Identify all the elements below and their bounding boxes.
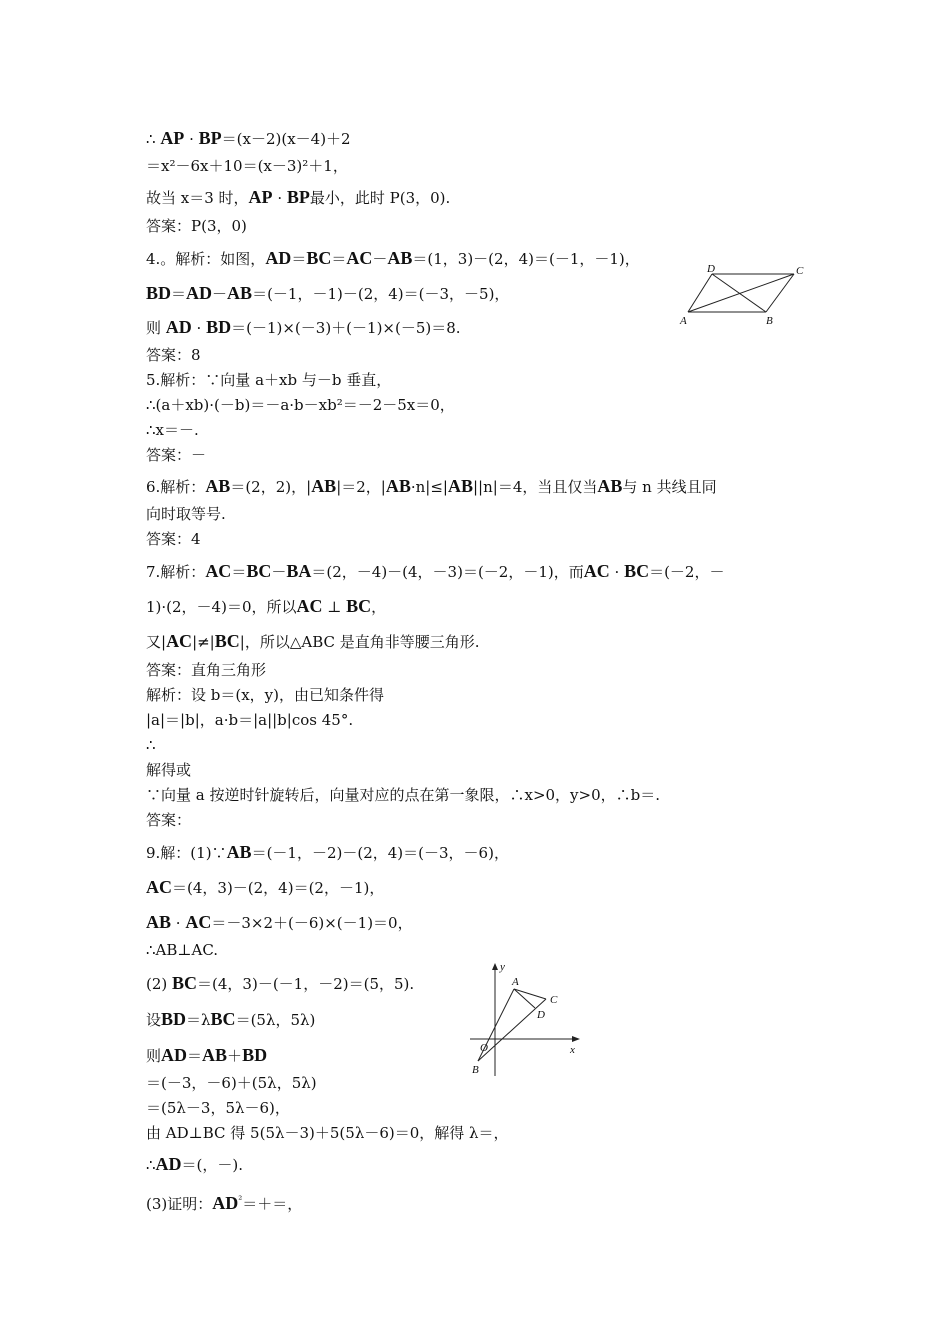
segment-bc [766,274,794,312]
x-arrow-icon [572,1036,580,1042]
answer-line: 答案：P(3，0) [146,217,247,235]
label-a: A [512,976,519,988]
label-o: O [480,1042,488,1054]
line-20: 解析：设 b＝(x，y)，由已知条件得 [146,686,385,704]
y-arrow-icon [492,963,498,970]
parallelogram-figure [676,262,806,330]
line-text: ∴ [146,130,161,148]
vector-ap: AP [160,128,185,148]
line-3: 故当 x＝3 时，AP · BP最小，此时 P(3，0). [146,187,451,207]
line-33: ＝(－3，－6)＋(5λ，5λ) [146,1074,317,1092]
line-11: ∴x＝－. [146,421,199,439]
segment-da [688,274,712,312]
answer-line: 答案：8 [146,346,201,364]
line-22: ∴ [146,736,156,754]
line-35: 由 AD⊥BC 得 5(5λ－3)＋5(5λ－6)＝0，解得 λ＝， [146,1124,509,1142]
answer-line: 答案：直角三角形 [146,661,267,679]
answer-line: 答案：4 [146,530,201,548]
label-c: C [550,994,558,1006]
label-a: A [680,315,687,327]
line-14: 向时取等号. [146,505,226,523]
line-36: ∴AD＝(，－). [146,1154,244,1174]
diagonal-ac [688,274,794,312]
diagonal-bd [712,274,766,312]
line-13: 6.解析：AB＝(2，2)，|AB|＝2，|AB·n|≤|AB||n|＝4，当且仅当AB与 n 共线且同 [146,476,717,496]
label-c: C [796,265,804,277]
vector-bp: BP [286,187,310,207]
line-29: ∴AB⊥AC. [146,941,219,959]
line-34: ＝(5λ－3，5λ－6)， [146,1099,290,1117]
label-x: x [570,1044,575,1056]
answer-line: 答案：－ [146,446,207,464]
line-6: BD＝AD－AB＝(－1，－1)－(2，4)＝(－3，－5)， [146,283,510,303]
line-23: 解得或 [146,761,192,779]
line-9: 5.解析：∵向量 a＋xb 与－b 垂直， [146,371,392,389]
vector-ap: AP [248,187,273,207]
line-2: ＝x²－6x＋10＝(x－3)²＋1， [146,157,348,175]
label-b: B [472,1064,479,1076]
line-37: (3)证明：$AD^{^2}=+=$， [146,1193,303,1213]
label-y: y [500,961,505,973]
line-27: AC＝(4，3)－(2，4)＝(2，－1)， [146,877,385,897]
label-b: B [766,315,773,327]
label-d: D [707,263,715,275]
line-1: ∴ AP · BP＝(x－2)(x－4)＋2 [146,128,351,148]
vector-bp: BP [198,128,222,148]
line-18: 又|AC|≠|BC|，所以△ABC 是直角非等腰三角形. [146,631,480,651]
label-d: D [537,1009,545,1021]
coordinate-figure [462,960,584,1078]
line-24: ∵向量 a 按逆时针旋转后，向量对应的点在第一象限，∴x>0，y>0，∴b＝. [146,786,661,804]
answer-line: 答案： [146,811,192,829]
line-21: |a|＝|b|，a·b＝|a||b|cos 45°. [146,711,354,729]
line-17: 1)·(2，－4)＝0，所以AC ⊥ BC， [146,596,387,616]
line-31: 设BD＝λBC＝(5λ，5λ) [146,1009,316,1029]
line-30: (2) BC＝(4，3)－(－1，－2)＝(5，5). [146,973,415,993]
line-16: 7.解析：AC＝BC－BA＝(2，－4)－(4，－3)＝(－2，－1)，而AC · BC＝(－2，－ [146,561,725,581]
line-10: ∴(a＋xb)·(－b)＝－a·b－xb²＝－2－5x＝0， [146,396,455,414]
line-28: AB · AC＝－3×2＋(－6)×(－1)＝0， [146,912,413,932]
line-32: 则AD＝AB＋BD [146,1045,268,1065]
line-5: 4.。解析：如图，AD＝BC＝AC－AB＝(1，3)－(2，4)＝(－1，－1)， [146,248,640,268]
segment-cb [478,999,546,1061]
line-7: 则 AD · BD＝(－1)×(－3)＋(－1)×(－5)＝8. [146,317,461,337]
line-26: 9.解：(1)∵AB＝(－1，－2)－(2，4)＝(－3，－6)， [146,842,509,862]
